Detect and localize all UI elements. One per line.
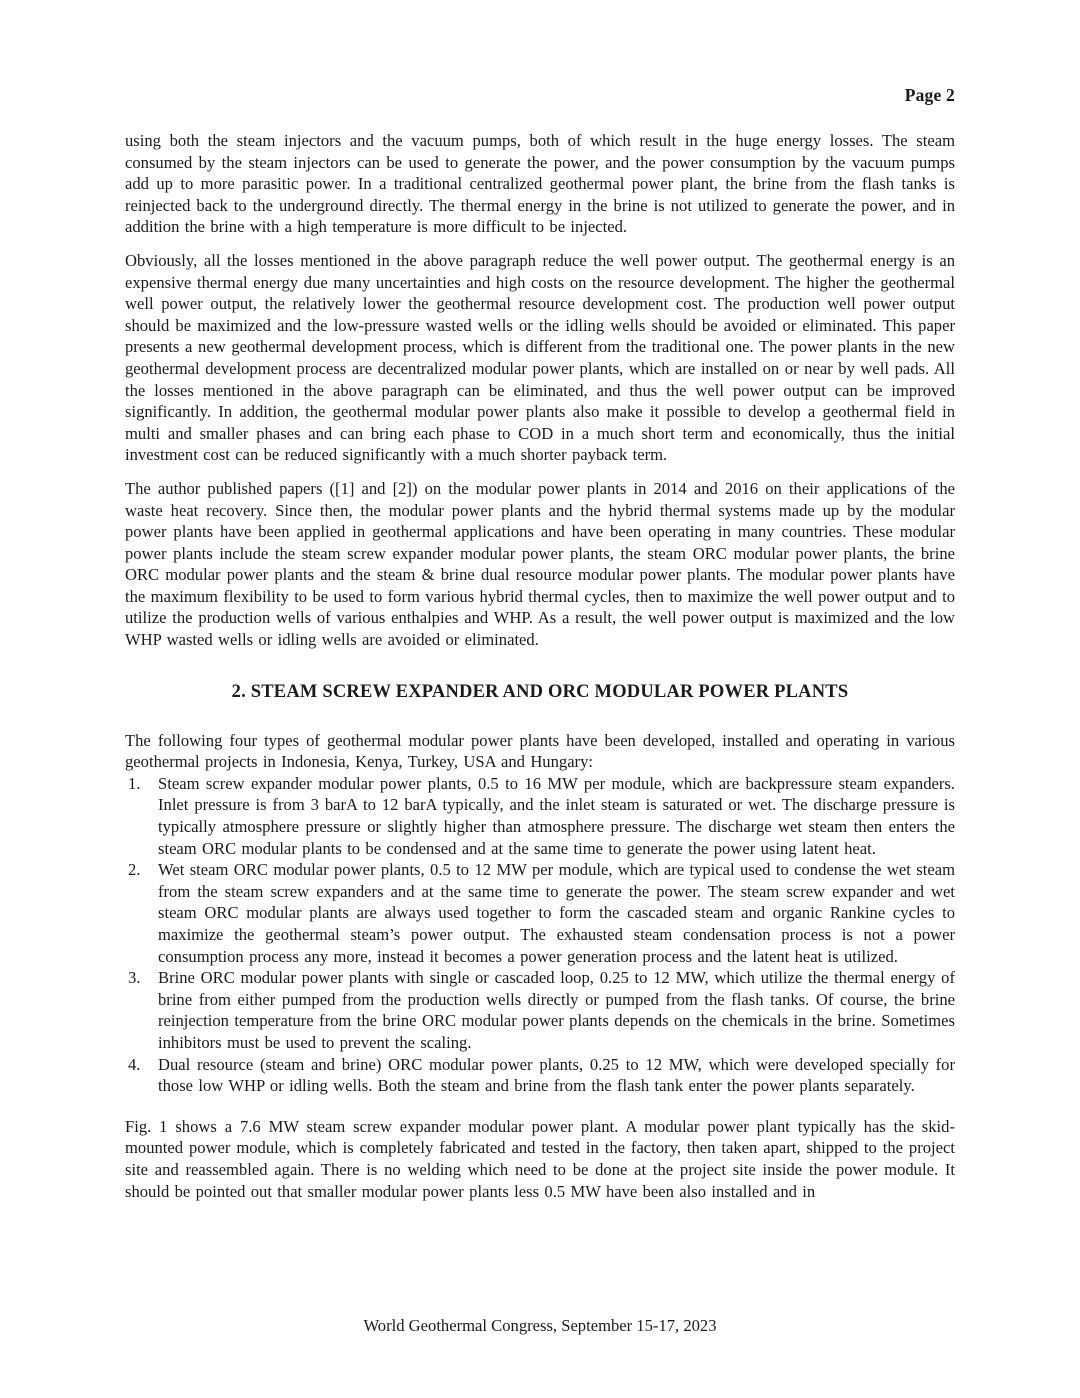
footer-conference-line: World Geothermal Congress, September 15-17, 2023 [363, 1316, 717, 1335]
paragraph-fig1-description: Fig. 1 shows a 7.6 MW steam screw expander modular power plant. A modular power plant typically has the skid-mounted power module, which is completely fabricated and tested in the factory, then taken apart, shipped to the project site and reassembled again. There is no welding which need to be done at the project site inside the power module. It should be pointed out that smaller modular power plants less 0.5 MW have been also installed and in [125, 1116, 955, 1201]
list-item-wet-steam-orc [125, 859, 955, 967]
list-item-dual-resource-orc [125, 1054, 955, 1097]
list-item-brine-orc [125, 967, 955, 1053]
list-item-text: Dual resource (steam and brine) ORC modular power plants, 0.25 to 12 MW, which were developed specially for those low WHP or idling wells. Both the steam and brine from the flash tank enter the power plants separately. [158, 1054, 955, 1096]
section-heading: 2. STEAM SCREW EXPANDER AND ORC MODULAR POWER PLANTS [231, 681, 849, 702]
paragraph-author-publications: The author published papers ([1] and [2]) on the modular power plants in 2014 and 2016 on their applications of the waste heat recovery. Since then, the modular power plants and the hybrid thermal systems made up by the modular power plants have been applied in geothermal applications and have been operating in many countries. These modular power plants include the steam screw expander modular power plants, the steam ORC modular power plants, the brine ORC modular power plants and the steam & brine dual resource modular power plants. The modular power plants have the maximum flexibility to be used to form various hybrid thermal cycles, then to maximize the well power output and to utilize the production wells of various enthalpies and WHP. As a result, the well power output is maximized and the low WHP wasted wells or idling wells are avoided or eliminated. [125, 478, 955, 650]
list-item-number: 4. [128, 1054, 141, 1074]
section-intro-paragraph: The following four types of geothermal modular power plants have been developed, installed and operating in various geothermal projects in Indonesia, Kenya, Turkey, USA and Hungary: [125, 730, 955, 772]
paragraph-losses-overview: Obviously, all the losses mentioned in the above paragraph reduce the well power output. The geothermal energy is an expensive thermal energy due many uncertainties and high costs on the resource development. The higher the geothermal well power output, the relatively lower the geothermal resource development cost. The production well power output should be maximized and the low-pressure wasted wells or the idling wells should be avoided or eliminated. This paper presents a new geothermal development process, which is different from the traditional one. The power plants in the new geothermal development process are decentralized modular power plants, which are installed on or near by well pads. All the losses mentioned in the above paragraph can be eliminated, and thus the well power output can be improved significantly. In addition, the geothermal modular power plants also make it possible to develop a geothermal field in multi and smaller phases and can bring each phase to COD in a much short term and economically, thus the initial investment cost can be reduced significantly with a much shorter payback term. [125, 250, 955, 465]
page-number: Page 2 [904, 85, 955, 105]
plant-types-list [125, 773, 955, 1097]
list-item-text: Steam screw expander modular power plants, 0.5 to 16 MW per module, which are backpressure steam expanders. Inlet pressure is from 3 barA to 12 barA typically, and the inlet steam is saturated or wet. The discharge pressure is typically atmosphere pressure or slightly higher than atmosphere pressure. The discharge wet steam then enters the steam ORC modular plants to be condensed and at the same time to generate the power using latent heat. [158, 773, 955, 858]
list-item-steam-screw-expander [125, 773, 955, 859]
list-item-number: 1. [128, 773, 141, 793]
paragraph-continuation: using both the steam injectors and the vacuum pumps, both of which result in the huge energy losses. The steam consumed by the steam injectors can be used to generate the power, and the power consumption by the vacuum pumps add up to more parasitic power. In a traditional centralized geothermal power plant, the brine from the flash tanks is reinjected back to the underground directly. The thermal energy in the brine is not utilized to generate the power, and in addition the brine with a high temperature is more difficult to be injected. [125, 131, 955, 237]
list-item-number: 2. [128, 860, 141, 880]
list-item-text: Wet steam ORC modular power plants, 0.5 to 12 MW per module, which are typical used to condense the wet steam from the steam screw expanders and at the same time to generate the power. The steam screw expander and wet steam ORC modular plants are always used together to form the cascaded steam and organic Rankine cycles to maximize the geothermal steam’s power output. The exhausted steam condensation process is not a power consumption process any more, instead it becomes a power generation process and the latent heat is utilized. [158, 860, 955, 966]
list-item-text: Brine ORC modular power plants with single or cascaded loop, 0.25 to 12 MW, which utilize the thermal energy of brine from either pumped from the production wells directly or pumped from the flash tanks. Of course, the brine reinjection temperature from the brine ORC modular power plants depends on the chemicals in the brine. Sometimes inhibitors must be used to prevent the scaling. [158, 968, 955, 1052]
list-item-number: 3. [128, 968, 141, 988]
